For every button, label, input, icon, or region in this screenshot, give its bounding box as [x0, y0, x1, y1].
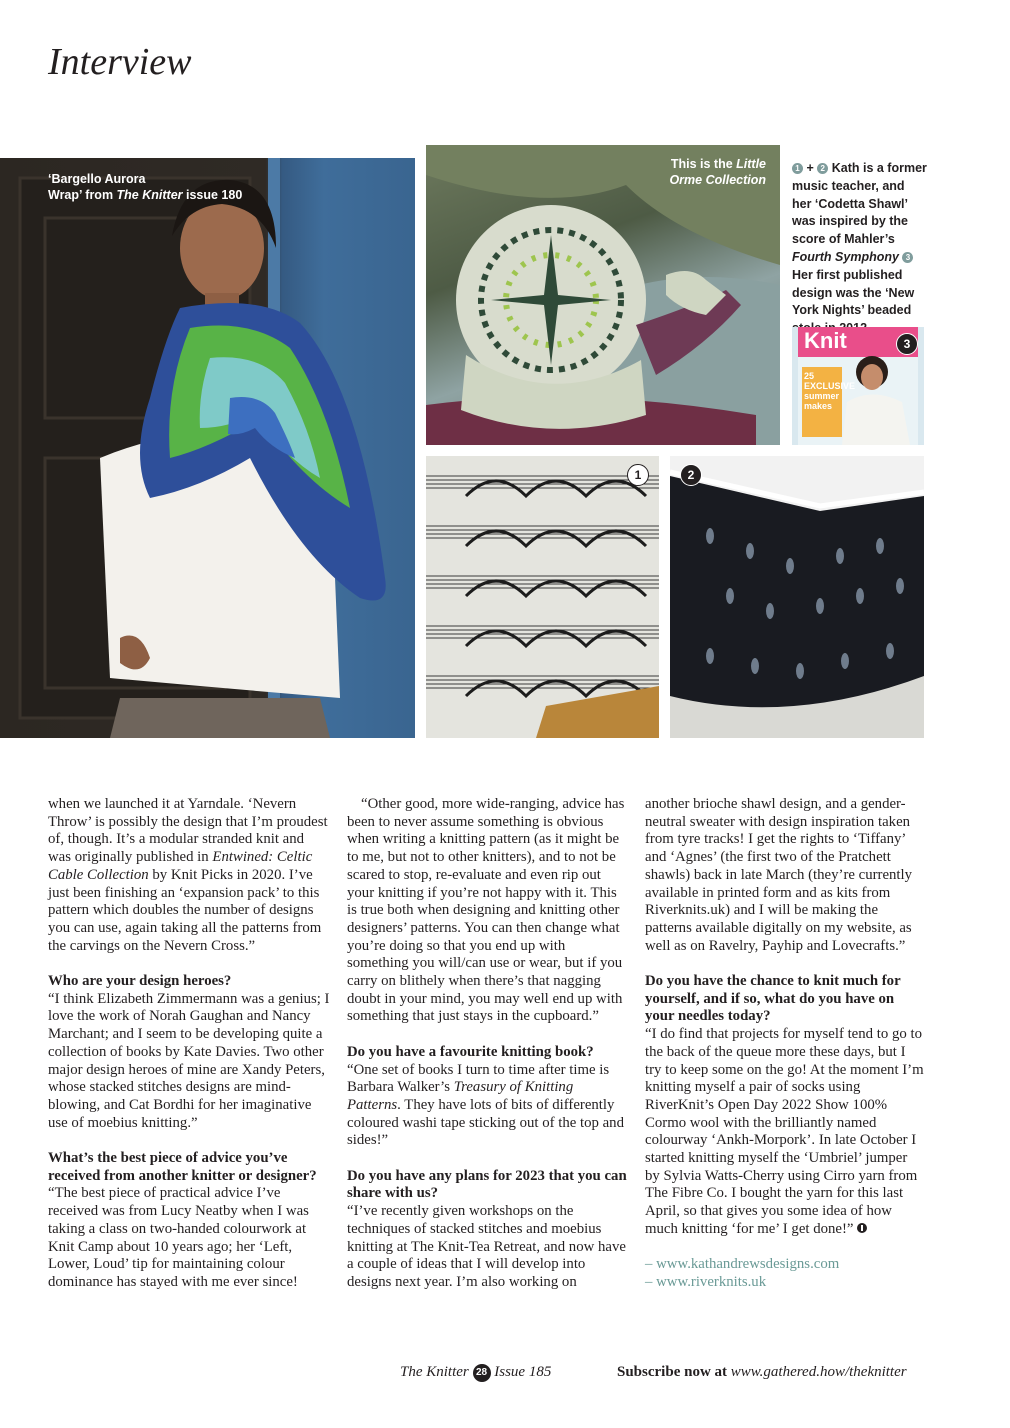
magazine-subtitle: 25 EXCLUSIVE summer makes [804, 371, 856, 411]
music-score-photo [426, 456, 659, 738]
answer-paragraph: “I think Elizabeth Zimmermann was a genius; I love the work of Norah Gaughan and Nancy Marchant; and I seem to be developing quite a collection of books by Kate Davies. Two other major design heroes of mine are Xandy Peters, whose stacked stitches designs are mind-blowing, and Cat Bordhi for her imaginative use of moebius knitting.” [48, 990, 330, 1131]
lace-shawl-photo [670, 456, 924, 738]
magazine-cover-photo [792, 327, 924, 445]
magazine-title: Knit [804, 328, 847, 353]
question-heading: Do you have the chance to knit much for yourself, and if so, what do you have on your needles today? [645, 973, 901, 1025]
number-3-icon: 3 [902, 252, 913, 263]
subscribe-link[interactable]: www.gathered.how/theknitter [730, 1364, 907, 1380]
paragraph: another brioche shawl design, and a gender-neutral sweater with design inspiration taken from tyre tracks! I get the rights to ‘Tiffany’ and ‘Agnes’ (the first two of the Pratchett shawls) back in late March (they’re currently available in printed form and as kits from Riverknits.uk) and I will be making the patterns available digitally on my website, as well as on Ravelry, Payhip and Lovecrafts.” [645, 796, 913, 954]
number-2-icon: 2 [817, 163, 828, 174]
lace-shawl-illustration [670, 456, 924, 738]
footer-page-info [400, 1364, 551, 1382]
question-heading: Do you have a favourite knitting book? [347, 1043, 594, 1060]
photo-badge-2: 2 [680, 464, 702, 486]
page-number: 28 [473, 1364, 491, 1382]
paragraph: when we launched it at Yarndale. ‘Nevern Throw’ is possibly the design that I’m proudest of, though. It’s a modular stranded knit and was originally published in Entwined: Celtic Cable Collection by Knit Picks in 2020. I’ve just been finishing an ‘expansion pack’ to this pattern which doubles the number of designs you can use, again taking all the patterns from the carvings on the Nevern Cross.” [48, 796, 328, 954]
question-heading: Who are your design heroes? [48, 973, 232, 990]
website-link-riverknits[interactable]: – www.riverknits.uk [645, 1273, 767, 1290]
question-heading: What’s the best piece of advice you’ve received from another knitter or designer? [48, 1150, 317, 1184]
question-heading: Do you have any plans for 2023 that you can share with us? [347, 1167, 627, 1202]
model-caption: ‘Bargello Aurora Wrap’ from The Knitter issue 180 [48, 172, 243, 202]
section-title: Interview [48, 41, 192, 83]
answer-paragraph: “I’ve recently given workshops on the techniques of stacked stitches and moebius knitting at The Knit-Tea Retreat, and now have a couple of ideas that I will develop into designs next year. I’m also working on [347, 1203, 626, 1290]
article-end-icon [857, 1223, 867, 1233]
text-column-1 [48, 796, 330, 1292]
website-link-kathandrewsdesigns[interactable]: – www.kathandrewsdesigns.com [645, 1256, 840, 1273]
model-photo [0, 158, 415, 738]
text-column-3 [645, 796, 925, 1292]
answer-paragraph: “The best piece of practical advice I’ve received was from Lucy Neatby when I was taking a class on two-handed colourwork at Knit Camp about 10 years ago; her ‘Left, Lower, Loud’ tip for maintaining colour dominance has stayed with me ever since! [48, 1185, 309, 1290]
model-illustration [0, 158, 415, 738]
photo-side-caption: 1 + 2 Kath is a former music teacher, and her ‘Codetta Shawl’ was inspired by the score of Mahler’s Fourth Symphony 3 Her first published design was the ‘New York Nights’ beaded [792, 161, 927, 318]
paragraph: “Other good, more wide-ranging, advice has been to never assume something is obvious when writing a knitting pattern (as it might be to me, but not to other knitters), and to not be scared to stop, re-evaluate and even rip out your knitting if you’re not happy with it. This is true both when designing and knitting other designers’ patterns. You can then change what you’re doing so that you end up with something you will/can use or wear, but if you carry on blithely when there’s that nagging doubt in your mind, you may well end up with something that just stays in the cupboard.” [347, 796, 625, 1025]
footer-magazine-name: The Knitter [400, 1364, 469, 1380]
photo-badge-3: 3 [896, 333, 918, 355]
hat-caption: This is the Little Orme Collection [669, 157, 766, 187]
text-column-2 [347, 796, 627, 1292]
hat-photo [426, 145, 780, 445]
footer-subscribe: Subscribe now at www.gathered.how/theknitter [617, 1364, 907, 1380]
photo-badge-1: 1 [627, 464, 649, 486]
hat-illustration [426, 145, 780, 445]
answer-paragraph: “One set of books I turn to time after time is Barbara Walker’s Treasury of Knitting Patterns. They have lots of bits of differently coloured washi tape sticking out of the top and sides!” [347, 1061, 624, 1149]
footer-issue: Issue 185 [494, 1364, 552, 1380]
answer-paragraph: “I do find that projects for myself tend to go to the back of the queue more these days, but I try to keep some on the go! At the moment I’m knitting myself a pair of socks using RiverKnit’s Open Day 2022 Show 100% Cormo wool with the brilliantly named colourway ‘Ankh-Morpork’. In late October I started knitting myself the ‘Umbriel’ jumper by Sylvia Watts-Cherry using Cirro yarn from The Fibre Co. I bought the yarn for this last April, so that gives you some idea of how much knitting ‘for me’ I get done!” [645, 1026, 924, 1237]
music-score-illustration [426, 456, 659, 738]
number-1-icon: 1 [792, 163, 803, 174]
